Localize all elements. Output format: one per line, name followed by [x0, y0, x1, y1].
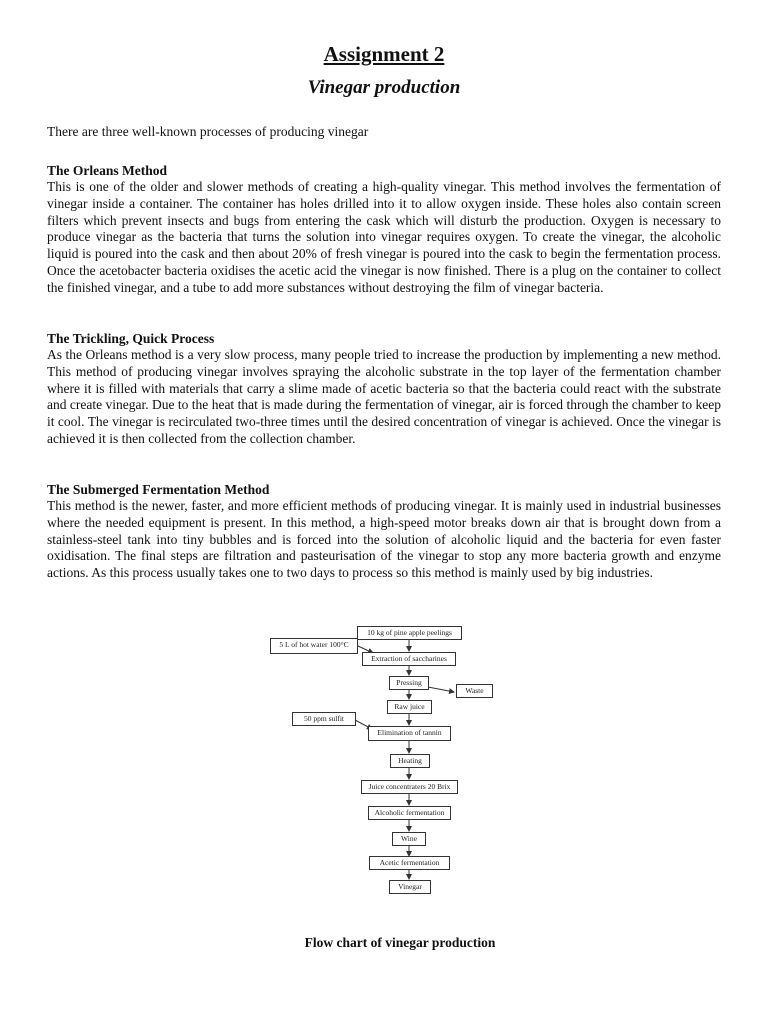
section-body: As the Orleans method is a very slow process, many people tried to increase the production by implementing a new method. This method of producing vinegar involves spraying the alcoholic substrate in the top layer of the fermentation chamber where it is filled with materials that carry a slime made of acetic bacteria so that the bacteria could react with the substrate and create vinegar. Due to the heat that is made during the fermentation of vinegar, air is forced through the chamber to keep it cool. The vinegar is recirculated two-three times until the desired concentration of vinegar is achieved. Once the vinegar is achieved it is then collected from the collection chamber. — [47, 347, 721, 446]
flow-step-vinegar: Vinegar — [389, 880, 431, 894]
section-heading: The Orleans Method — [47, 163, 167, 178]
section-heading: The Submerged Fermentation Method — [47, 482, 270, 497]
flow-step-pressing: Pressing — [389, 676, 429, 690]
flow-step-alcoholic-fermentation: Alcoholic fermentation — [368, 806, 451, 820]
flow-step-heating: Heating — [390, 754, 430, 768]
flow-step-raw-juice: Raw juice — [387, 700, 432, 714]
flow-chart — [268, 620, 508, 902]
intro-paragraph: There are three well-known processes of producing vinegar — [47, 124, 369, 139]
section-body: This method is the newer, faster, and more efficient methods of producing vinegar. It is mainly used in industrial businesses where the needed equipment is present. In this method, a high-speed motor breaks down air that is brought down from a stainless-steel tank into tiny bubbles and is forced into the solution of alcoholic liquid and the bacteria for even faster oxidisation. The final steps are filtration and pasteurisation of the vinegar to stop any more bacteria growth and enzyme actions. As this process usually takes one to two days to process so this method is mainly used by big industries. — [47, 498, 721, 581]
flow-output-waste: Waste — [456, 684, 493, 698]
flow-step-extraction: Extraction of saccharines — [362, 652, 456, 666]
flow-step-peelings: 10 kg of pine apple peelings — [357, 626, 462, 640]
section-body: This is one of the older and slower methods of creating a high-quality vinegar. This method involves the fermentation of vinegar inside a container. The container has holes drilled into it to allow oxygen inside. These holes also contain screen filters which prevent insects and bugs from entering the cask which will disturb the production. Oxygen is necessary to produce vinegar as the bacteria that turns the solution into vinegar requires oxygen. To create the vinegar, the alcoholic liquid is poured into the cask and then about 20% of fresh vinegar is poured into the cask to begin the fermentation process. Once the acetobacter bacteria oxidises the acetic acid the vinegar is now finished. There is a plug on the container to collect the finished vinegar, and a tube to add more substances without destroying the film of vinegar bacteria. — [47, 179, 721, 295]
flow-input-hot-water: 5 L of hot water 100°C — [270, 638, 358, 654]
flow-input-sulfit: 50 ppm sulfit — [292, 712, 356, 726]
section-submerged-fermentation — [47, 481, 721, 582]
flow-step-tannin: Elimination of tannin — [368, 726, 451, 741]
page-subtitle: Vinegar production — [307, 77, 461, 98]
section-trickling-process — [47, 330, 721, 448]
section-orleans-method — [47, 162, 721, 297]
flow-step-acetic-fermentation: Acetic fermentation — [369, 856, 450, 870]
page-title: Assignment 2 — [323, 42, 445, 66]
section-heading: The Trickling, Quick Process — [47, 331, 215, 346]
flow-step-concentrate: Juice concentraters 20 Brix — [361, 780, 458, 794]
figure-caption: Flow chart of vinegar production — [304, 935, 496, 950]
flow-step-wine: Wine — [392, 832, 426, 846]
